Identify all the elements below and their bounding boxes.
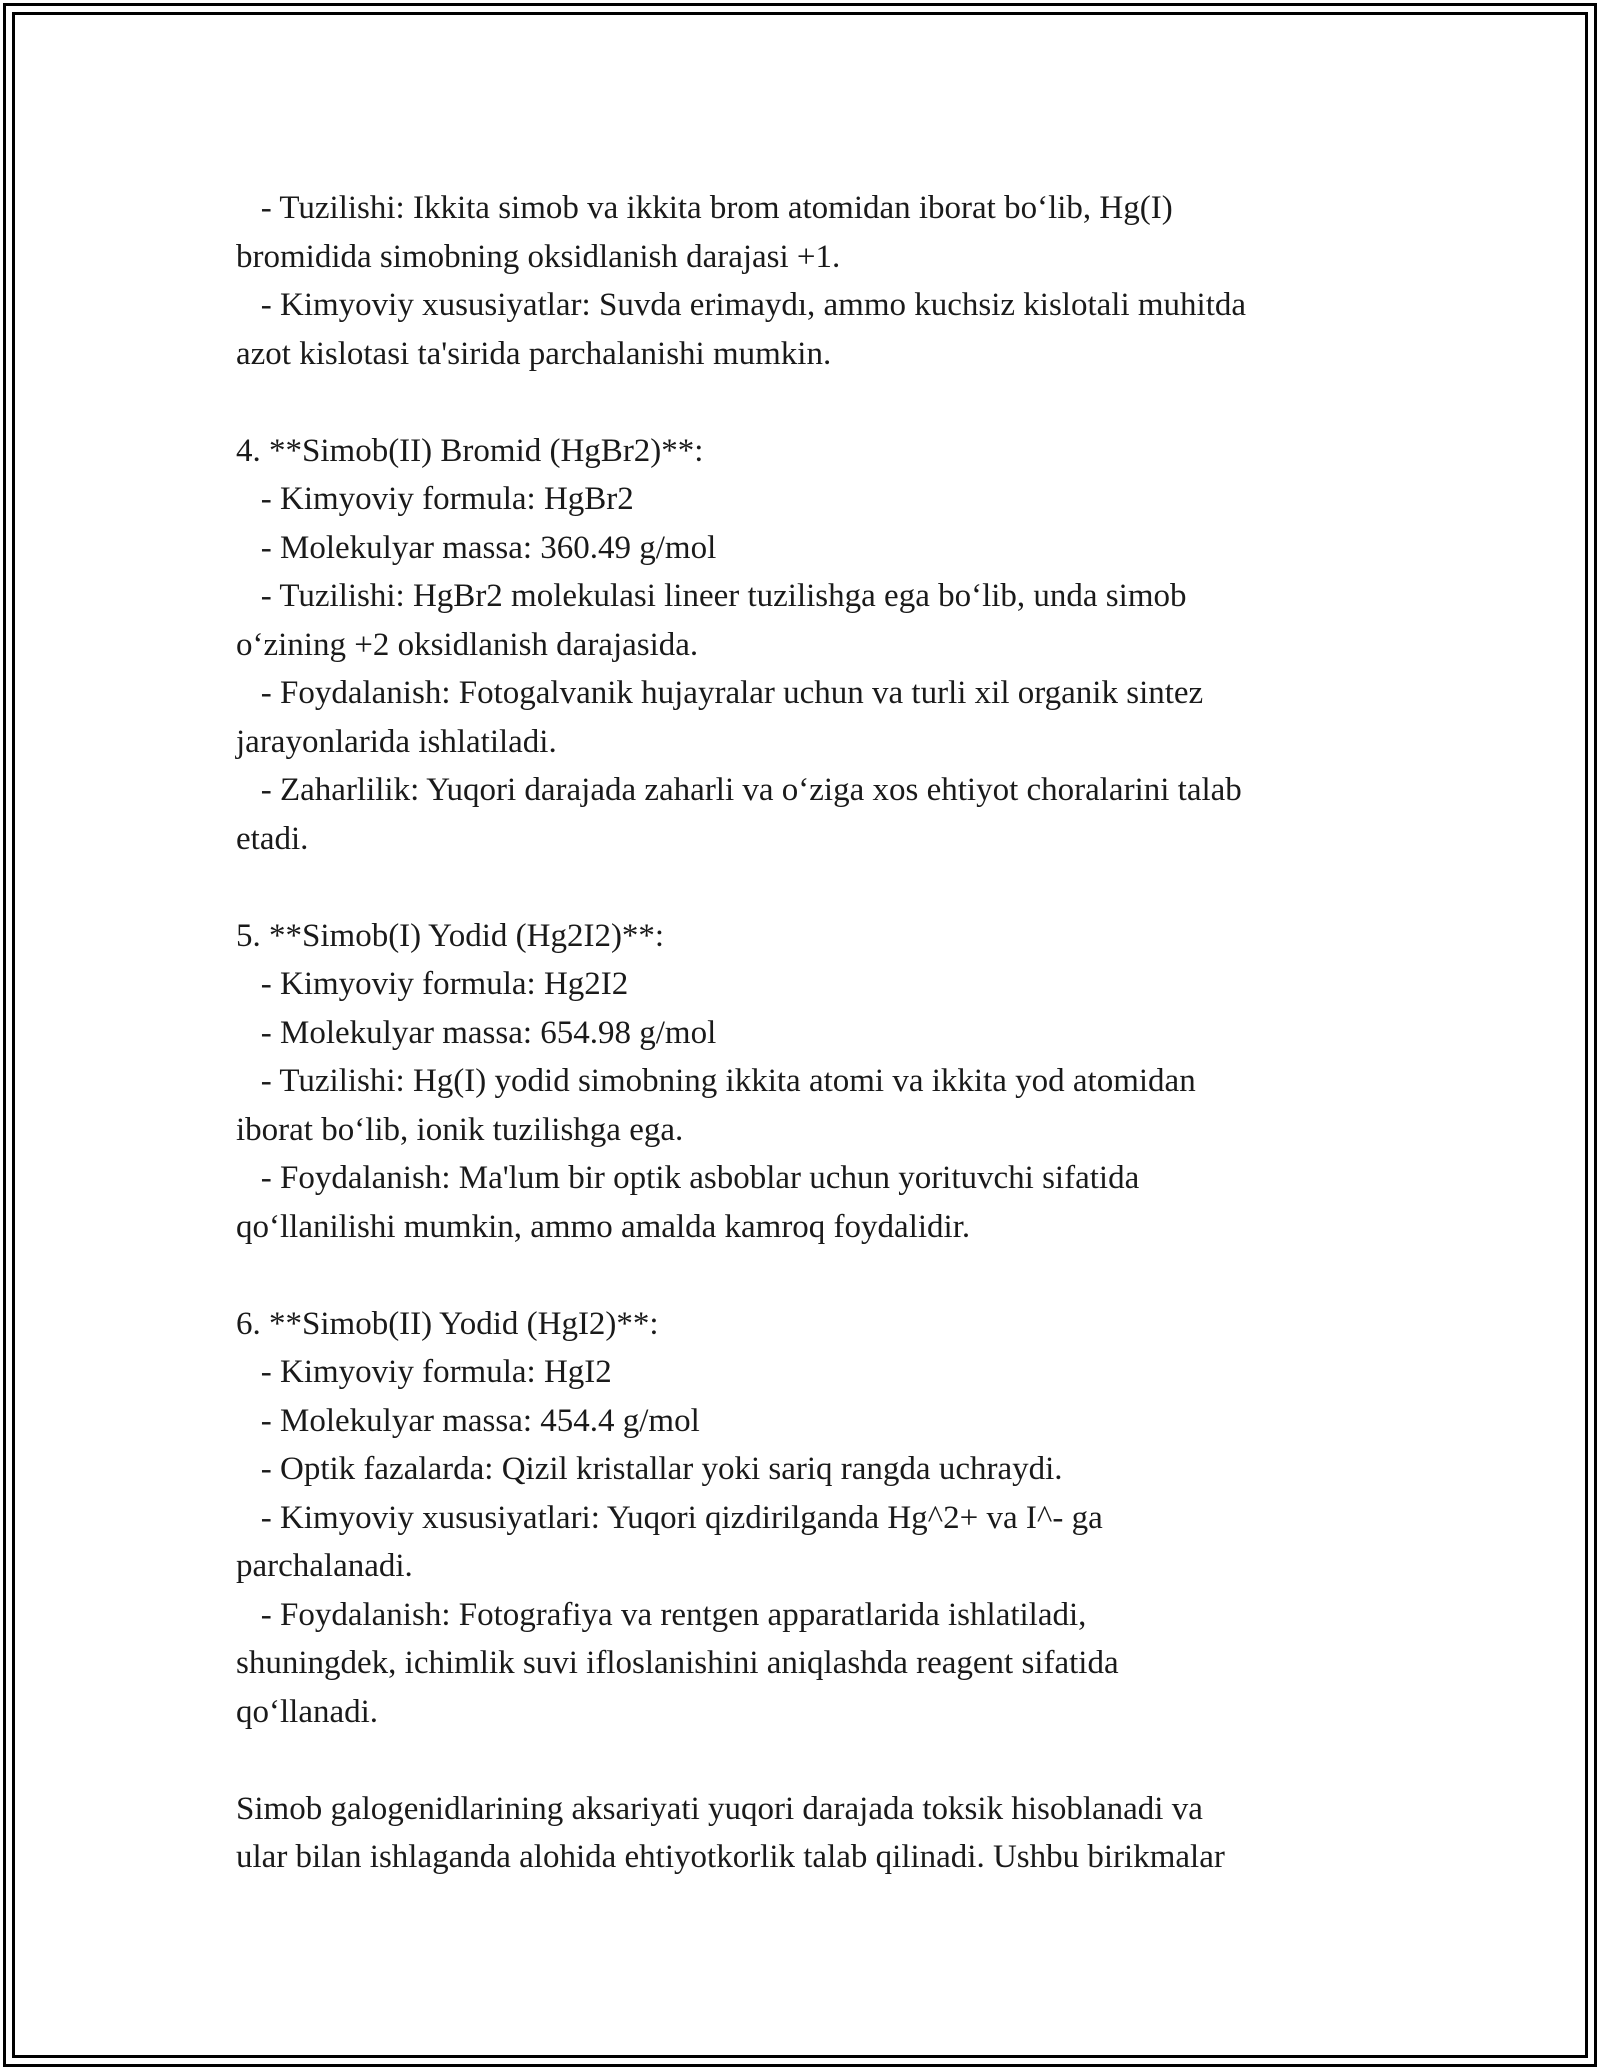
text-line: ular bilan ishlaganda alohida ehtiyotkorlik talab qilinadi. Ushbu birikmalar xyxy=(236,1839,1225,1875)
text-line: qo‘llanadi. xyxy=(236,1693,379,1730)
paragraph-gap xyxy=(236,1736,1386,1785)
text-line: - Optik fazalarda: Qizil kristallar yoki sariq rangda uchraydi. xyxy=(236,1451,1063,1487)
text-line: - Foydalanish: Ma'lum bir optik asboblar uchun yorituvchi sifatida xyxy=(236,1160,1140,1196)
text-line: - Kimyoviy formula: Hg2I2 xyxy=(236,966,629,1002)
text-line: - Zaharlilik: Yuqori darajada zaharli va o‘ziga xos ehtiyot choralarini talab xyxy=(236,772,1242,808)
text-line: - Kimyoviy xususiyatlari: Yuqori qizdirilganda Hg^2+ va I^- ga xyxy=(236,1499,1103,1536)
text-line: - Tuzilishi: Hg(I) yodid simobning ikkita atomi va ikkita yod atomidan xyxy=(236,1063,1196,1099)
text-line: etadi. xyxy=(236,820,309,857)
text-line: - Foydalanish: Fotogalvanik hujayralar uchun va turli xil organik sintez xyxy=(236,675,1204,711)
text-line: - Molekulyar massa: 454.4 g/mol xyxy=(236,1402,700,1439)
text-line: Simob galogenidlarining aksariyati yuqori darajada toksik hisoblanadi va xyxy=(236,1790,1203,1827)
text-line: - Tuzilishi: HgBr2 molekulasi lineer tuzilishga ega bo‘lib, unda simob xyxy=(236,578,1187,614)
text-line: - Tuzilishi: Ikkita simob va ikkita brom atomidan iborat bo‘lib, Hg(I) xyxy=(236,190,1173,226)
text-line: - Molekulyar massa: 654.98 g/mol xyxy=(236,1014,717,1051)
text-line: bromidida simobning oksidlanish darajasi +1. xyxy=(236,238,841,275)
text-line: iborat bo‘lib, ionik tuzilishga ega. xyxy=(236,1111,684,1148)
text-line: - Molekulyar massa: 360.49 g/mol xyxy=(236,529,717,566)
text-line: parchalanadi. xyxy=(236,1548,413,1584)
text-line: - Kimyoviy formula: HgBr2 xyxy=(236,481,634,517)
paragraph-gap xyxy=(236,378,1386,427)
paragraph-gap xyxy=(236,1251,1386,1300)
section-heading: 5. **Simob(I) Yodid (Hg2I2)**: xyxy=(236,917,665,954)
text-line: qo‘llanilishi mumkin, ammo amalda kamroq foydalidir. xyxy=(236,1208,971,1245)
text-line: - Kimyoviy formula: HgI2 xyxy=(236,1354,612,1390)
text-line: - Foydalanish: Fotografiya va rentgen apparatlarida ishlatiladi, xyxy=(236,1596,1087,1633)
paragraph-gap xyxy=(236,863,1386,912)
section-heading: 6. **Simob(II) Yodid (HgI2)**: xyxy=(236,1305,659,1342)
text-line: azot kislotasi ta'sirida parchalanishi mumkin. xyxy=(236,335,832,372)
document-body xyxy=(236,184,1386,1882)
text-line: shuningdek, ichimlik suvi ifloslanishini aniqlashda reagent sifatida xyxy=(236,1645,1119,1681)
text-line: jarayonlarida ishlatiladi. xyxy=(236,723,557,760)
text-line: o‘zining +2 oksidlanish darajasida. xyxy=(236,626,699,663)
section-heading: 4. **Simob(II) Bromid (HgBr2)**: xyxy=(236,432,704,469)
text-line: - Kimyoviy xususiyatlar: Suvda erimaydı, ammo kuchsiz kislotali muhitda xyxy=(236,287,1247,323)
